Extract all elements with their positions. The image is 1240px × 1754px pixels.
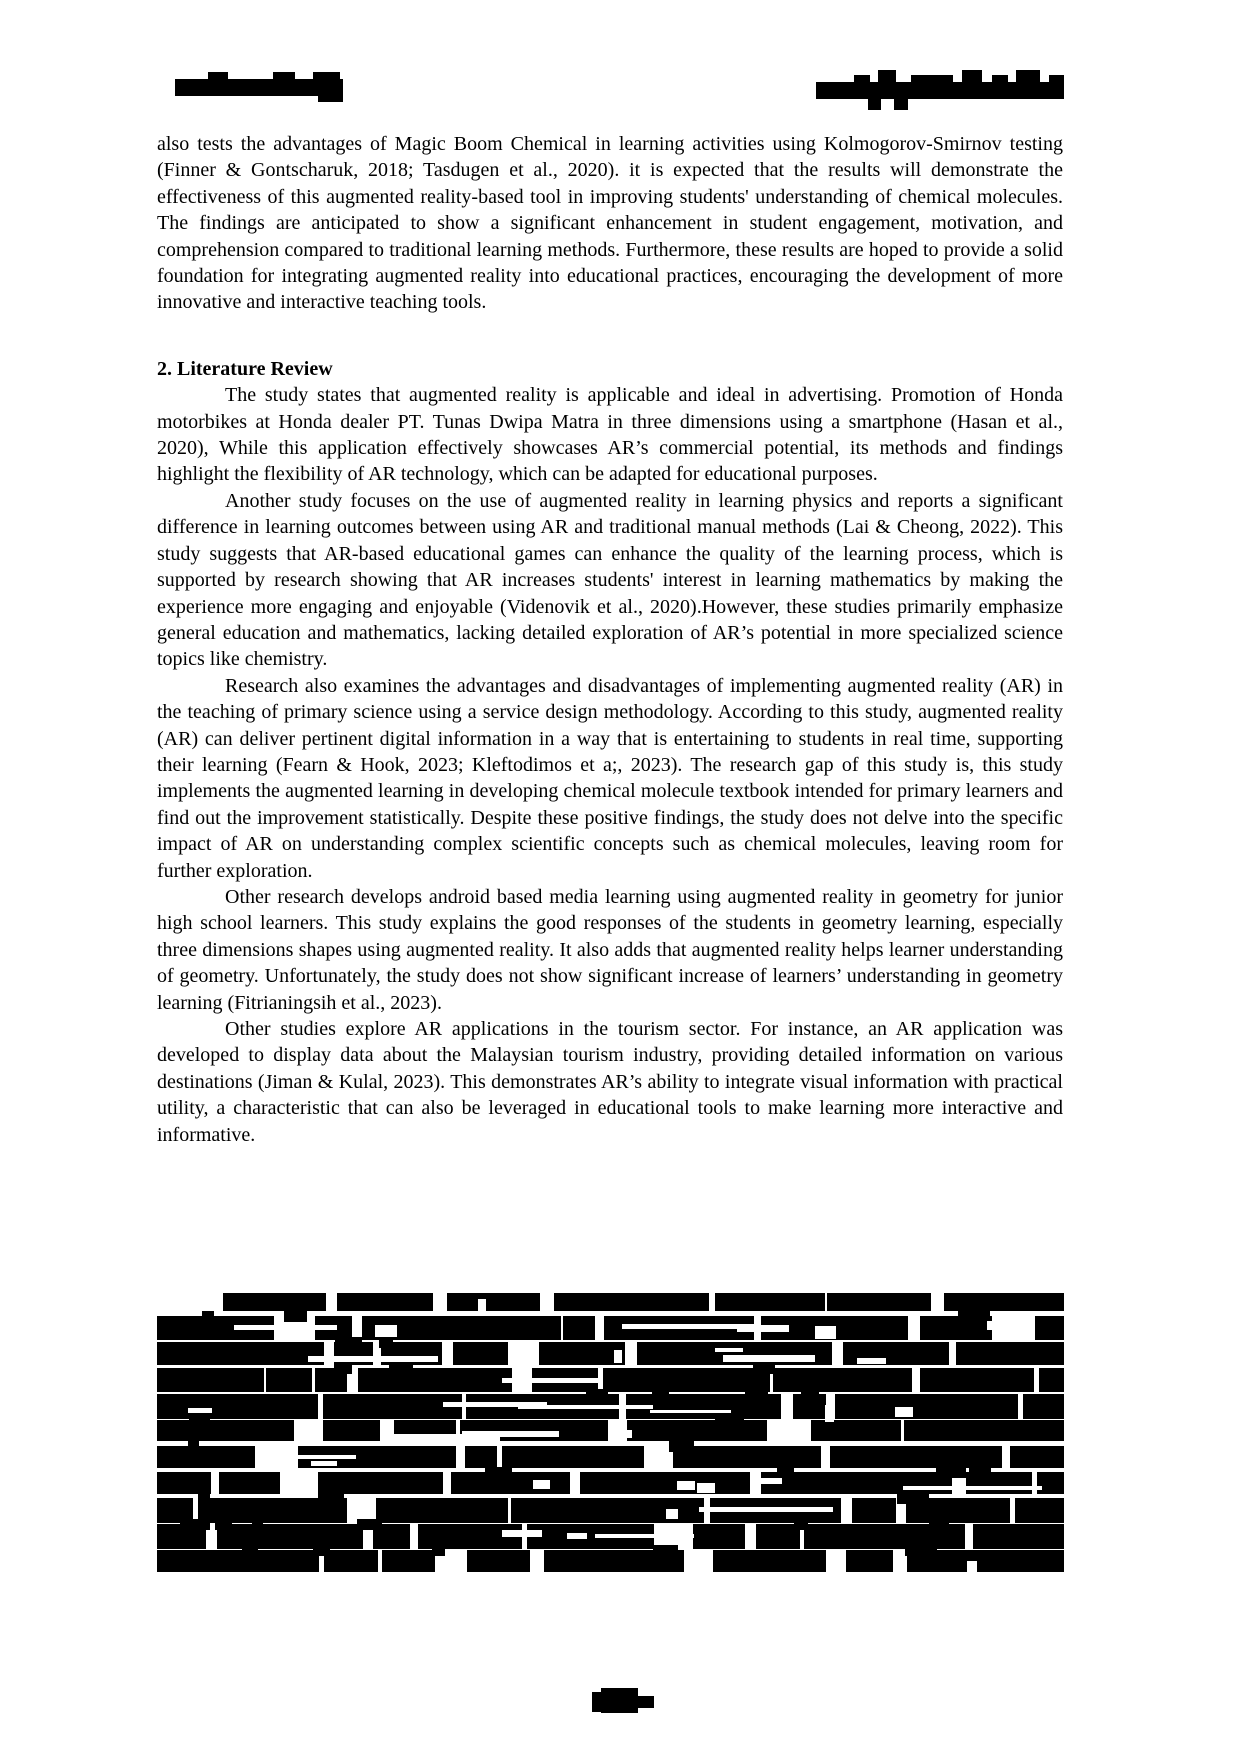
redaction-figure-block	[157, 1290, 1064, 1578]
redaction-header-right	[816, 70, 1064, 110]
paragraph: Other studies explore AR applications in the tourism sector. For instance, an AR application was developed to display data about the Malaysian tourism industry, providing detailed information on various destinations (Jiman & Kulal, 2023). This demonstrates AR’s ability to integrate visual information with practical utility, a characteristic that can also be leveraged in educational tools to make learning more interactive and informative.	[157, 1018, 1063, 1146]
redaction-header-left	[175, 72, 343, 102]
paragraph: Another study focuses on the use of augmented reality in learning physics and reports a significant difference in learning outcomes between using AR and traditional manual methods (Lai & Cheong, 2022). This study suggests that AR-based educational games can enhance the quality of the learning process, which is supported by research showing that AR increases students' interest in learning mathematics by making the experience more engaging and enjoyable (Videnovik et al., 2020).However, these studies primarily emphasize general education and mathematics, lacking detailed exploration of AR’s potential in more specialized science topics like chemistry.	[157, 489, 1063, 671]
paragraph: Other research develops android based media learning using augmented reality in geometry for junior high school learners. This study explains the good responses of the students in geometry learning, especially three dimensions shapes using augmented reality. It also adds that augmented reality helps learner understanding of geometry. Unfortunately, the study does not show significant increase of learners’ understanding in geometry learning (Fitrianingsih et al., 2023).	[157, 885, 1063, 1014]
paragraph: The study states that augmented reality is applicable and ideal in advertising. Promotion of Honda motorbikes at Honda dealer PT. Tunas Dwipa Matra in three dimensions using a smartphone (Hasan et al., 2020), While this application effectively showcases AR’s commercial potential, its methods and findings highlight the flexibility of AR technology, which can be adapted for educational purposes.	[157, 384, 1063, 486]
continuation-paragraph: also tests the advantages of Magic Boom Chemical in learning activities using Kolmogorov-Smirnov testing (Finner & Gontscharuk, 2018; Tasdugen et al., 2020). it is expected that the results will demonstrate the effectiveness of this augmented reality-based tool in improving students' understanding of chemical molecules. The findings are anticipated to show a significant enhancement in student engagement, motivation, and comprehension compared to traditional learning methods. Furthermore, these results are hoped to provide a solid foundation for integrating augmented reality into educational practices, encouraging the development of more innovative and interactive teaching tools.	[157, 133, 1063, 314]
paragraph: Research also examines the advantages and disadvantages of implementing augmented reality (AR) in the teaching of primary science using a service design methodology. According to this study, augmented reality (AR) can deliver pertinent digital information in a way that is entertaining to students in real time, supporting their learning (Fearn & Hook, 2023; Kleftodimos et a;, 2023). The research gap of this study is, this study implements the augmented learning in developing chemical molecule textbook intended for primary learners and find out the improvement statistically. Despite these positive findings, the study does not delve into the specific impact of AR on understanding complex scientific concepts such as chemical molecules, leaving room for further exploration.	[157, 674, 1063, 882]
section-heading: 2. Literature Review	[157, 357, 333, 380]
redaction-page-number	[592, 1688, 656, 1713]
article-body	[157, 131, 1063, 1148]
